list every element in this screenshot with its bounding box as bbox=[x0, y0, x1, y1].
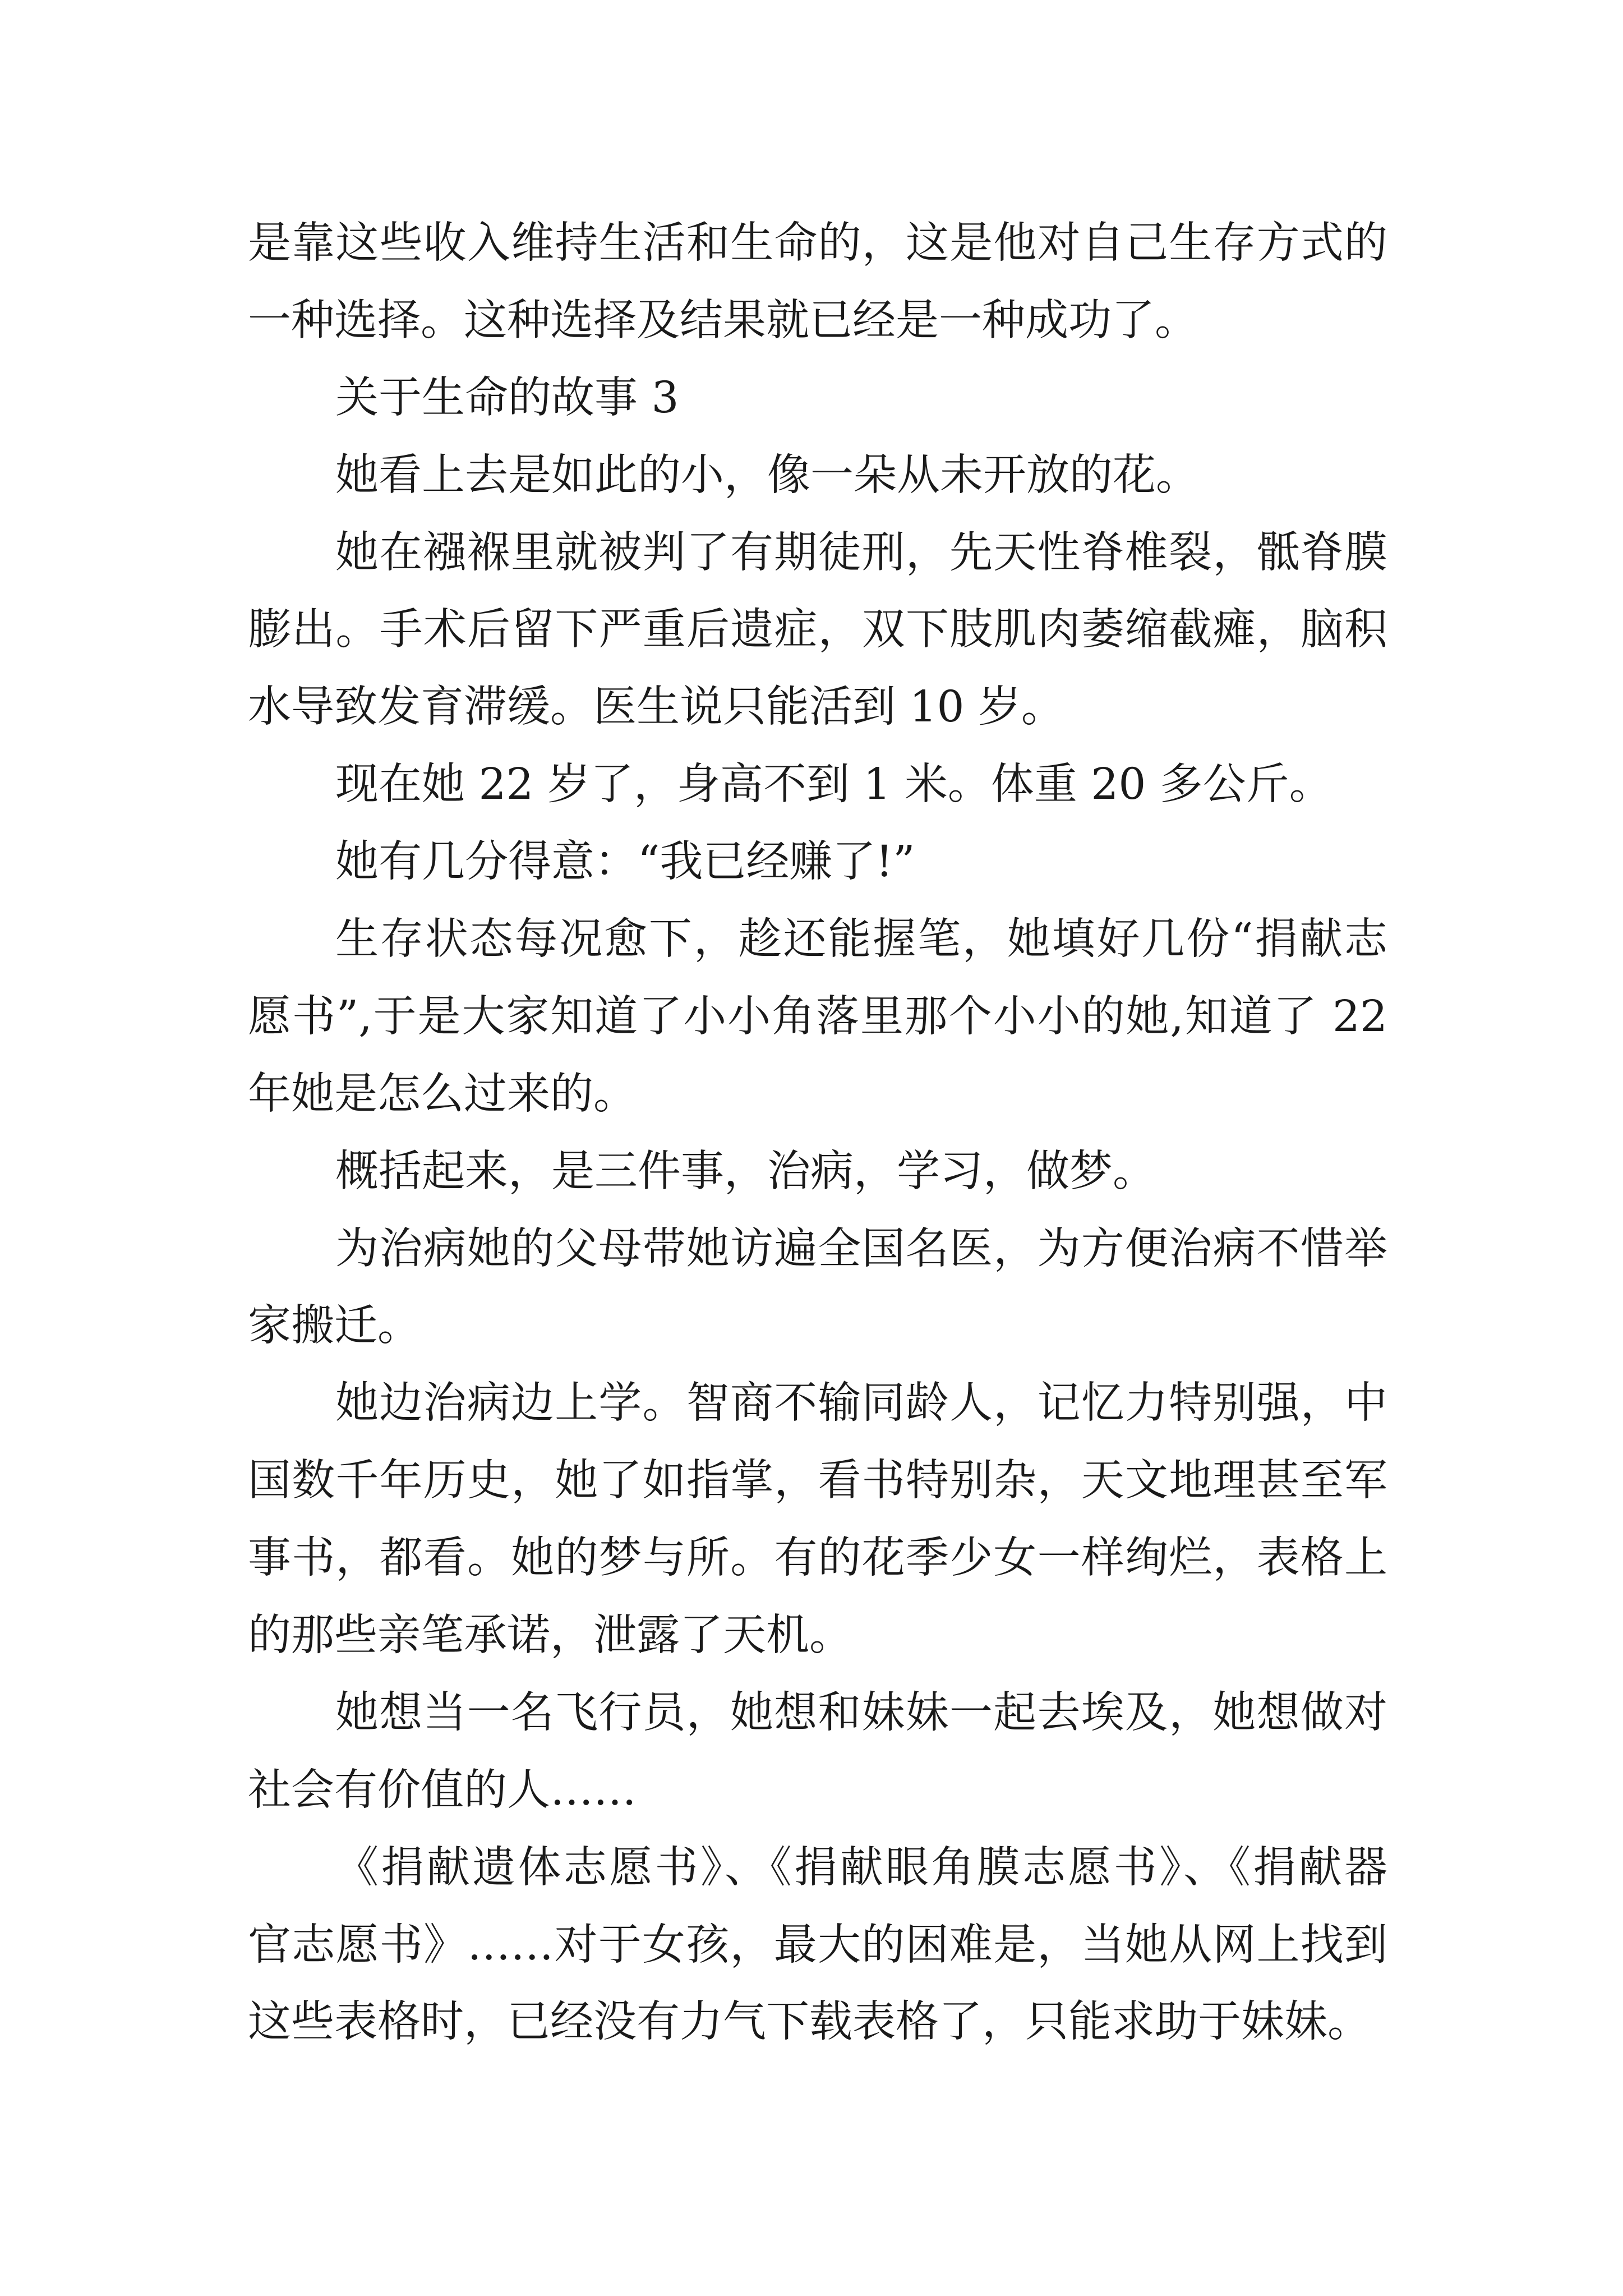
text-line: 她有几分得意：“我已经赚了!” bbox=[335, 837, 915, 887]
text-line: 是靠这些收入维持生活和生命的，这是他对自己生存方式的 bbox=[248, 218, 1387, 268]
text-line: 的那些亲笔承诺，泄露了天机。 bbox=[248, 1611, 852, 1661]
paragraph bbox=[248, 746, 1387, 823]
paragraph bbox=[248, 1211, 1387, 1365]
text-line: 《捐献遗体志愿书》、《捐献眼角膜志愿书》、《捐献器 bbox=[335, 1842, 1387, 1893]
text-line: 她看上去是如此的小，像一朵从未开放的花。 bbox=[335, 450, 1199, 500]
text-line: 关于生命的故事 3 bbox=[335, 372, 679, 423]
text-line: 社会有价值的人…… bbox=[248, 1765, 637, 1815]
text-line: 水导致发育滞缓。医生说只能活到 10 岁。 bbox=[248, 682, 1064, 733]
text-line: 家搬迁。 bbox=[248, 1301, 421, 1351]
body-text bbox=[248, 205, 1387, 2061]
paragraph bbox=[248, 437, 1387, 514]
text-line: 事书，都看。她的梦与所。有的花季少女一样绚烂，表格上 bbox=[248, 1533, 1387, 1584]
text-line: 这些表格时，已经没有力气下载表格了，只能求助于妹妹。 bbox=[248, 1997, 1371, 2047]
text-line: 生存状态每况愈下，趁还能握笔，她填好几份“捐献志 bbox=[335, 914, 1387, 965]
text-line: 她边治病边上学。智商不输同龄人，记忆力特别强，中 bbox=[335, 1378, 1387, 1429]
text-line: 为治病她的父母带她访遍全国名医，为方便治病不惜举 bbox=[335, 1223, 1387, 1274]
paragraph bbox=[248, 1133, 1387, 1211]
text-line: 概括起来，是三件事，治病，学习，做梦。 bbox=[335, 1146, 1156, 1197]
paragraph bbox=[248, 1365, 1387, 1674]
paragraph bbox=[248, 360, 1387, 437]
text-line: 膨出。手术后留下严重后遗症，双下肢肌肉萎缩截瘫，脑积 bbox=[248, 605, 1387, 655]
text-line: 年她是怎么过来的。 bbox=[248, 1069, 637, 1119]
text-line: 愿书”,于是大家知道了小小角落里那个小小的她,知道了 22 bbox=[248, 991, 1387, 1042]
text-line: 官志愿书》……对于女孩，最大的困难是，当她从网上找到 bbox=[248, 1920, 1387, 1970]
text-line: 国数千年历史，她了如指掌，看书特别杂，天文地理甚至军 bbox=[248, 1456, 1387, 1506]
paragraph bbox=[248, 1674, 1387, 1829]
text-line: 现在她 22 岁了，身高不到 1 米。体重 20 多公斤。 bbox=[335, 760, 1332, 810]
text-line: 一种选择。这种选择及结果就已经是一种成功了。 bbox=[248, 295, 1198, 346]
paragraph bbox=[248, 205, 1387, 360]
text-line: 她在襁褓里就被判了有期徒刑，先天性脊椎裂，骶脊膜 bbox=[335, 527, 1387, 578]
paragraph bbox=[248, 1829, 1387, 2062]
text-line: 她想当一名飞行员，她想和妹妹一起去埃及，她想做对 bbox=[335, 1687, 1387, 1738]
paragraph bbox=[248, 823, 1387, 901]
paragraph bbox=[248, 901, 1387, 1133]
paragraph bbox=[248, 514, 1387, 747]
